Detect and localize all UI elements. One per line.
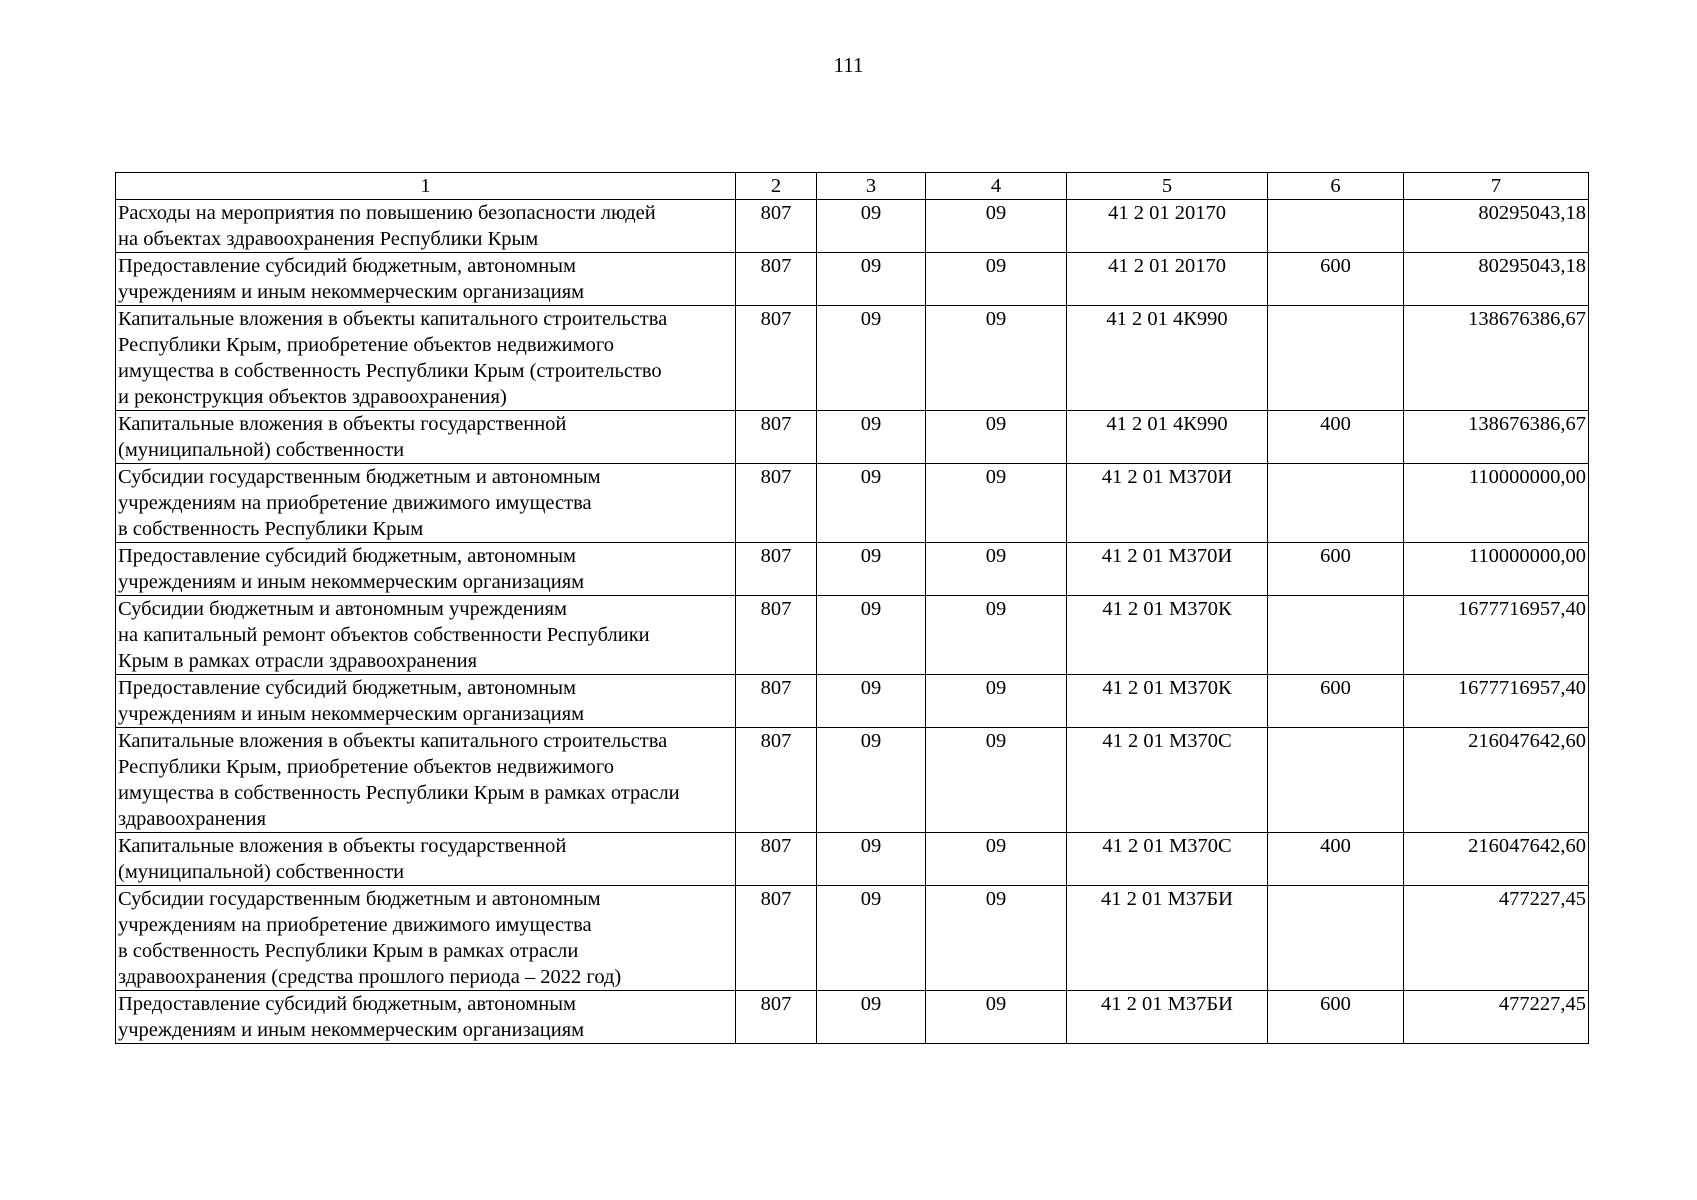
cell-name-line: Расходы на мероприятия по повышению безопасности людей [118,202,656,224]
cell-code-4: 09 [926,991,1067,1044]
cell-name-line: Республики Крым, приобретение объектов недвижимого [118,334,615,356]
cell-sum: 216047642,60 [1404,728,1589,833]
cell-code-6: 400 [1268,833,1404,886]
cell-code-4: 09 [926,306,1067,411]
cell-code-4: 09 [926,200,1067,253]
cell-code-6 [1268,306,1404,411]
cell-code-2: 807 [736,991,817,1044]
page-number: 111 [833,53,864,77]
cell-name-line: и реконструкция объектов здравоохранения) [118,386,507,408]
cell-code-2: 807 [736,728,817,833]
cell-name-line: имущества в собственность Республики Крым в рамках отрасли [118,782,680,804]
cell-name-line: в собственность Республики Крым [118,518,424,540]
cell-code-3: 09 [817,411,926,464]
cell-name-line: на капитальный ремонт объектов собственности Республики [118,624,650,646]
cell-code-2: 807 [736,675,817,728]
cell-code-5: 41 2 01 20170 [1067,200,1268,253]
cell-name-line: Субсидии бюджетным и автономным учреждениям [118,598,567,620]
cell-name-line: учреждениям и иным некоммерческим организациям [118,571,585,593]
cell-name-line: Крым в рамках отрасли здравоохранения [118,650,478,672]
cell-name [116,991,736,1044]
cell-name [116,464,736,543]
cell-name [116,306,736,411]
cell-sum: 216047642,60 [1404,833,1589,886]
cell-name-line: Предоставление субсидий бюджетным, автономным [118,545,576,567]
cell-name-line: здравоохранения [118,808,267,830]
cell-name-line: Предоставление субсидий бюджетным, автономным [118,677,576,699]
cell-sum: 138676386,67 [1404,306,1589,411]
cell-name-line: учреждениям на приобретение движимого имущества [118,492,592,514]
cell-code-4: 09 [926,464,1067,543]
cell-name [116,411,736,464]
cell-name-line: учреждениям и иным некоммерческим организациям [118,1019,585,1041]
cell-code-5: 41 2 01 20170 [1067,253,1268,306]
cell-name-line: (муниципальной) собственности [118,861,405,883]
cell-name [116,728,736,833]
table-row [116,253,1589,306]
cell-code-2: 807 [736,464,817,543]
cell-code-6: 600 [1268,991,1404,1044]
cell-code-5: 41 2 01 М370И [1067,543,1268,596]
header-col-7: 7 [1404,173,1589,200]
cell-code-4: 09 [926,728,1067,833]
cell-code-4: 09 [926,833,1067,886]
cell-code-2: 807 [736,200,817,253]
table-row [116,596,1589,675]
cell-name-line: Республики Крым, приобретение объектов недвижимого [118,756,615,778]
cell-code-6: 600 [1268,675,1404,728]
cell-name-line: в собственность Республики Крым в рамках отрасли [118,940,579,962]
cell-name-line: на объектах здравоохранения Республики Крым [118,228,539,250]
cell-code-2: 807 [736,543,817,596]
cell-code-2: 807 [736,833,817,886]
cell-code-3: 09 [817,886,926,991]
cell-name-line: Капитальные вложения в объекты капитального строительства [118,308,668,330]
cell-code-3: 09 [817,306,926,411]
cell-code-6: 600 [1268,253,1404,306]
table-header [116,173,1589,200]
cell-name-line: (муниципальной) собственности [118,439,405,461]
cell-code-3: 09 [817,253,926,306]
table-row [116,543,1589,596]
header-row [116,173,1589,200]
cell-code-5: 41 2 01 М370И [1067,464,1268,543]
cell-code-2: 807 [736,306,817,411]
cell-sum: 477227,45 [1404,991,1589,1044]
cell-code-6 [1268,200,1404,253]
cell-code-6 [1268,464,1404,543]
cell-name-line: Капитальные вложения в объекты государственной [118,413,567,435]
table-row [116,728,1589,833]
cell-sum: 110000000,00 [1404,543,1589,596]
cell-name [116,596,736,675]
cell-code-5: 41 2 01 М370С [1067,833,1268,886]
cell-name-line: Предоставление субсидий бюджетным, автономным [118,993,576,1015]
header-col-4: 4 [926,173,1067,200]
cell-code-3: 09 [817,543,926,596]
cell-sum: 80295043,18 [1404,200,1589,253]
cell-code-5: 41 2 01 М370С [1067,728,1268,833]
cell-code-2: 807 [736,411,817,464]
table-row [116,306,1589,411]
cell-name-line: учреждениям и иным некоммерческим организациям [118,703,585,725]
cell-code-6 [1268,728,1404,833]
table-body [116,200,1589,1044]
cell-name-line: имущества в собственность Республики Крым (строительство [118,360,662,382]
cell-name [116,833,736,886]
cell-sum: 477227,45 [1404,886,1589,991]
header-col-3: 3 [817,173,926,200]
cell-name-line: Предоставление субсидий бюджетным, автономным [118,255,576,277]
cell-code-4: 09 [926,675,1067,728]
cell-code-3: 09 [817,596,926,675]
cell-code-5: 41 2 01 М37БИ [1067,991,1268,1044]
header-col-5: 5 [1067,173,1268,200]
cell-name-line: Капитальные вложения в объекты капитального строительства [118,730,668,752]
cell-code-2: 807 [736,253,817,306]
cell-code-4: 09 [926,543,1067,596]
cell-code-4: 09 [926,253,1067,306]
cell-code-3: 09 [817,833,926,886]
header-col-1: 1 [116,173,736,200]
cell-code-6: 600 [1268,543,1404,596]
cell-code-3: 09 [817,991,926,1044]
cell-name [116,886,736,991]
table-row [116,886,1589,991]
cell-code-2: 807 [736,886,817,991]
table-row [116,991,1589,1044]
budget-table [115,172,1589,1044]
cell-name-line: Субсидии государственным бюджетным и автономным [118,888,601,910]
cell-code-5: 41 2 01 М370К [1067,675,1268,728]
cell-code-6 [1268,886,1404,991]
header-col-6: 6 [1268,173,1404,200]
cell-code-5: 41 2 01 М37БИ [1067,886,1268,991]
cell-code-4: 09 [926,886,1067,991]
table-row [116,833,1589,886]
cell-name-line: Капитальные вложения в объекты государственной [118,835,567,857]
cell-code-5: 41 2 01 4К990 [1067,411,1268,464]
cell-sum: 80295043,18 [1404,253,1589,306]
cell-code-6: 400 [1268,411,1404,464]
cell-code-4: 09 [926,411,1067,464]
cell-code-3: 09 [817,728,926,833]
cell-name [116,675,736,728]
table-row [116,675,1589,728]
cell-sum: 138676386,67 [1404,411,1589,464]
cell-code-4: 09 [926,596,1067,675]
cell-code-3: 09 [817,675,926,728]
cell-code-6 [1268,596,1404,675]
cell-name-line: учреждениям и иным некоммерческим организациям [118,281,585,303]
cell-name-line: учреждениям на приобретение движимого имущества [118,914,592,936]
cell-code-3: 09 [817,200,926,253]
cell-name [116,543,736,596]
cell-code-5: 41 2 01 4К990 [1067,306,1268,411]
table-row [116,464,1589,543]
cell-code-5: 41 2 01 М370К [1067,596,1268,675]
cell-sum: 1677716957,40 [1404,596,1589,675]
cell-code-2: 807 [736,596,817,675]
cell-name [116,200,736,253]
cell-code-3: 09 [817,464,926,543]
cell-sum: 110000000,00 [1404,464,1589,543]
header-col-2: 2 [736,173,817,200]
cell-name [116,253,736,306]
table-row [116,411,1589,464]
cell-sum: 1677716957,40 [1404,675,1589,728]
cell-name-line: Субсидии государственным бюджетным и автономным [118,466,601,488]
cell-name-line: здравоохранения (средства прошлого периода – 2022 год) [118,966,622,988]
table-row [116,200,1589,253]
